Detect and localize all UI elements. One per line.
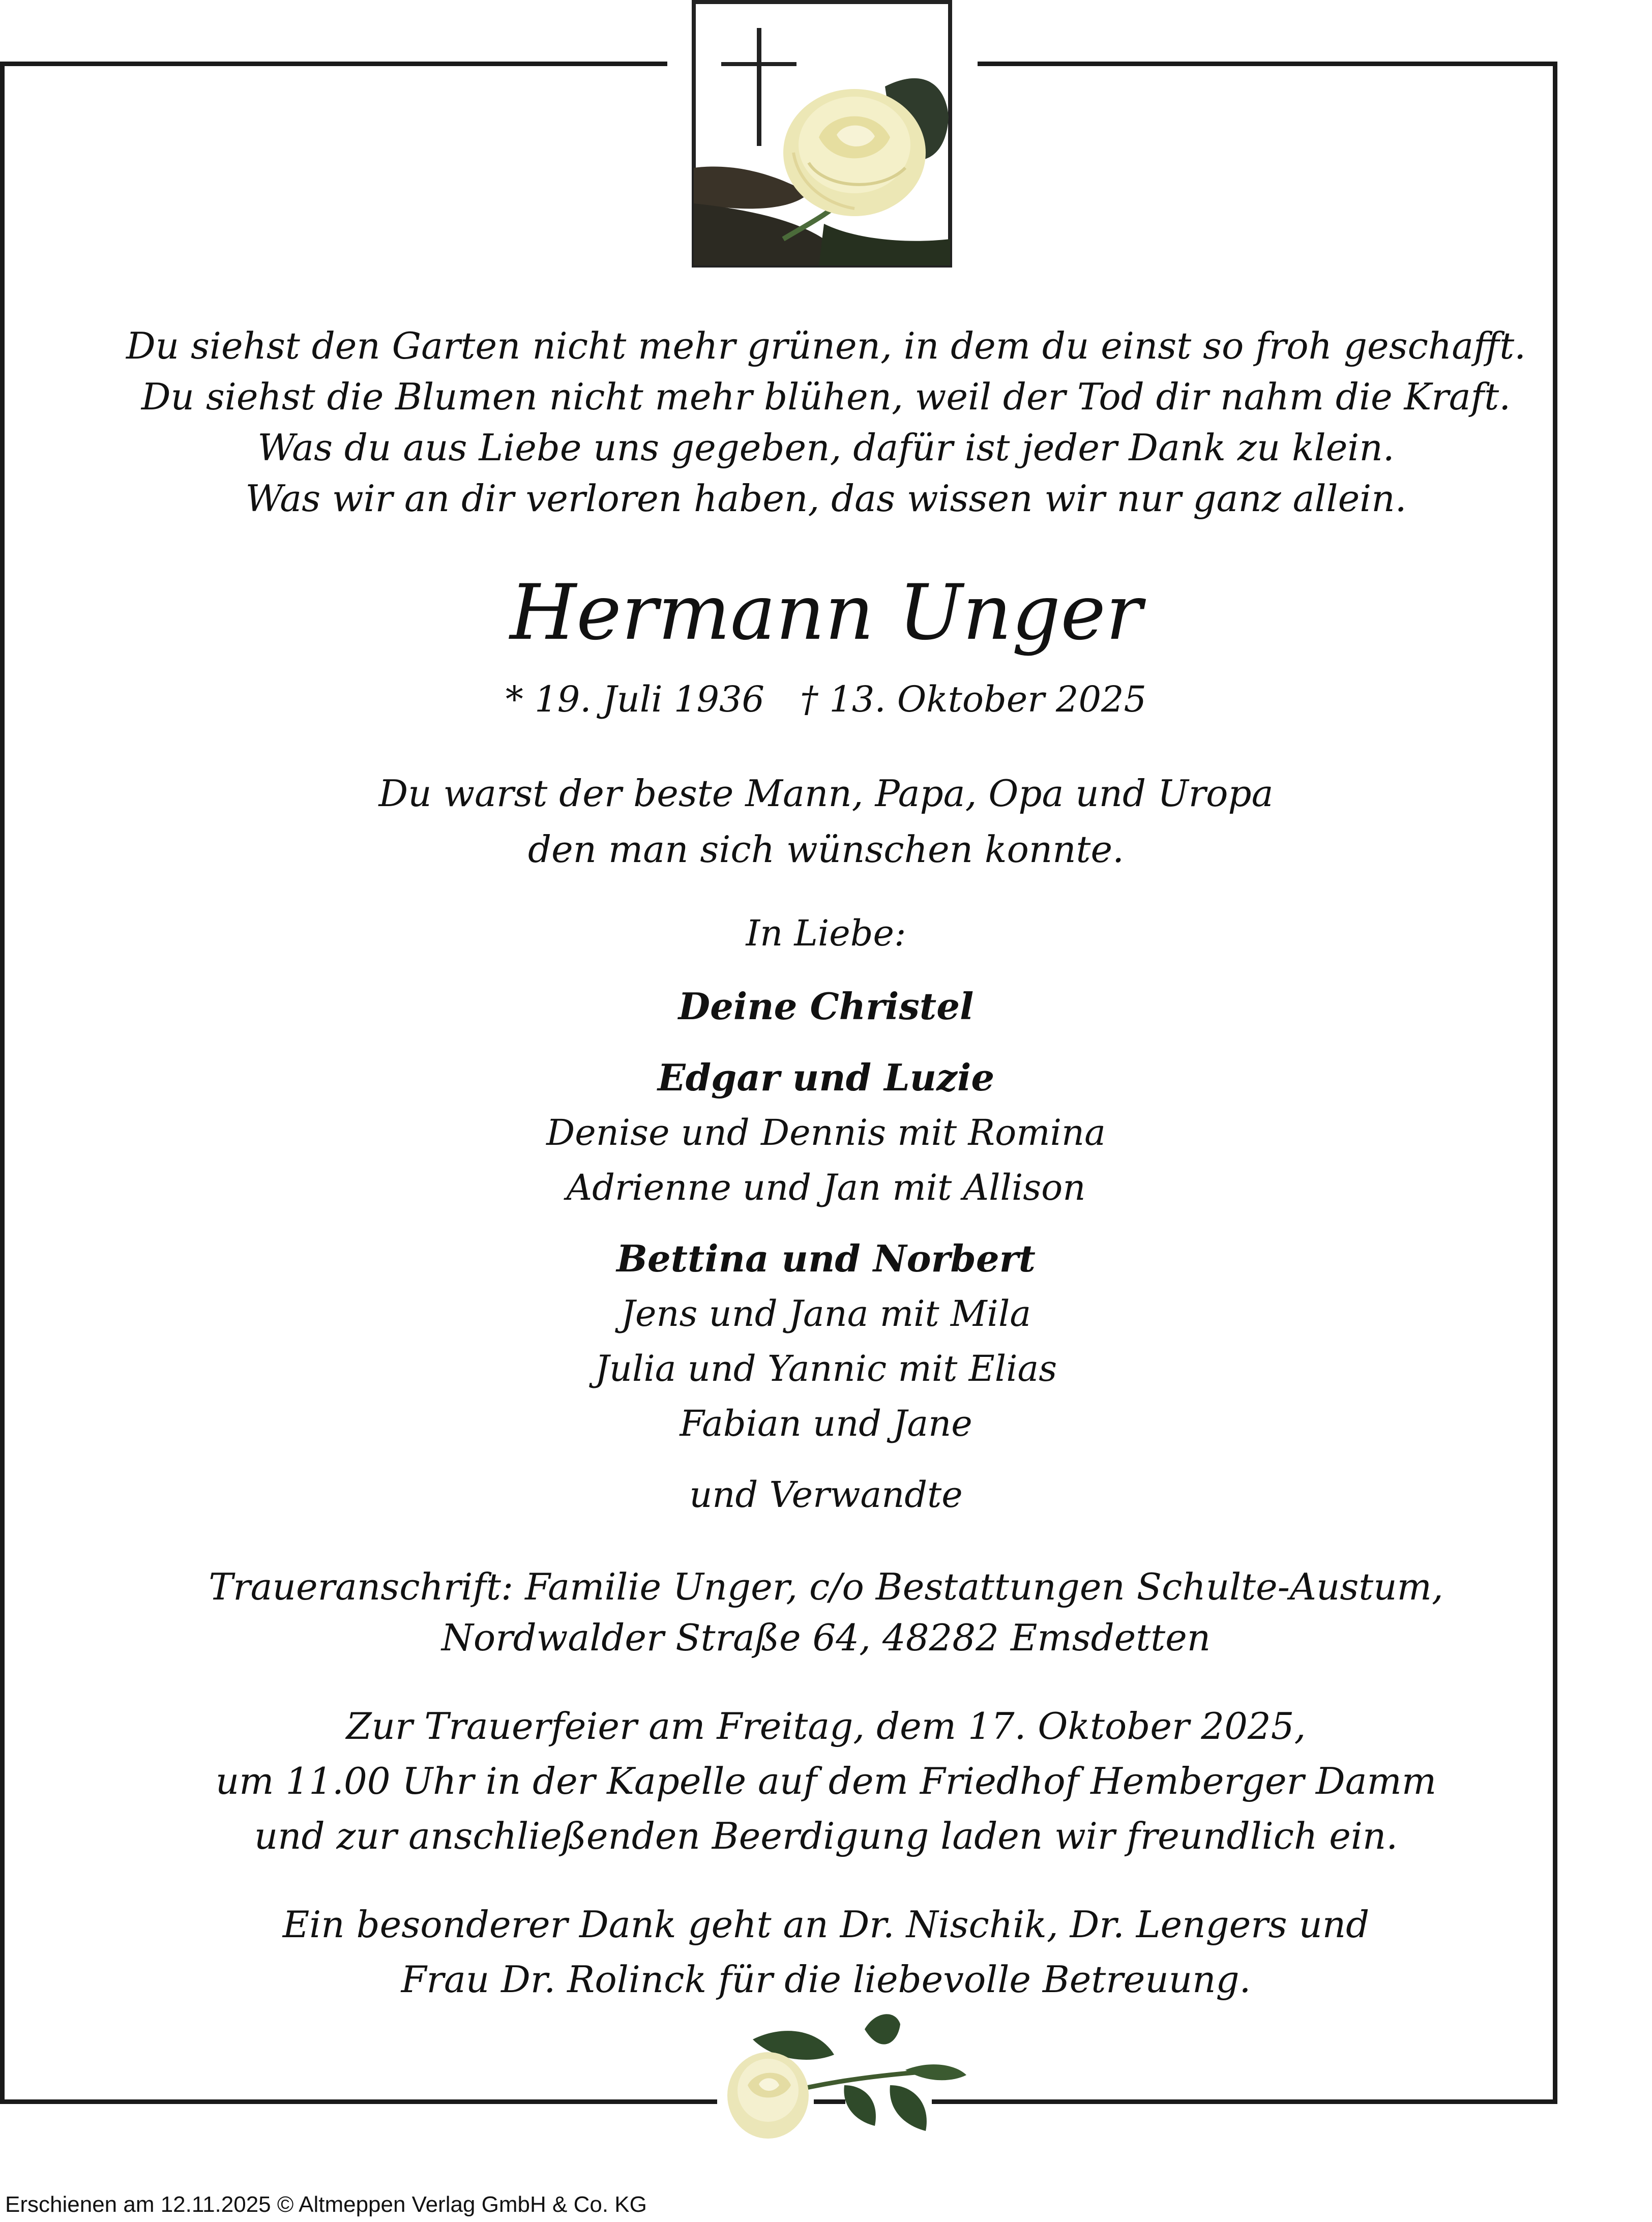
family-member: Jens und Jana mit Mila xyxy=(621,1293,1031,1335)
funeral-service xyxy=(0,1699,1652,1863)
frame-bottom-left-line xyxy=(0,2099,717,2104)
poem-line: Was du aus Liebe uns gegeben, dafür ist jeder Dank zu klein. xyxy=(257,426,1395,469)
poem-line: Du siehst die Blumen nicht mehr blühen, weil der Tod dir nahm die Kraft. xyxy=(141,375,1511,418)
poem xyxy=(0,320,1652,524)
poem-line: Du siehst den Garten nicht mehr grünen, in dem du einst so froh geschafft. xyxy=(126,324,1526,367)
poem-line: Was wir an dir verloren haben, das wissen wir nur ganz allein. xyxy=(245,477,1407,520)
tribute-line: den man sich wünschen konnte. xyxy=(527,828,1124,871)
death-date: † 13. Oktober 2025 xyxy=(800,678,1147,720)
thanks-note xyxy=(0,1897,1652,2007)
service-line: und zur anschließenden Beerdigung laden wir freundlich ein. xyxy=(254,1815,1398,1857)
service-line: um 11.00 Uhr in der Kapelle auf dem Friedhof Hemberger Damm xyxy=(215,1760,1437,1802)
mourners-list xyxy=(0,979,1652,1538)
tribute xyxy=(0,765,1652,877)
rose-icon xyxy=(712,2009,977,2151)
frame-bottom-right-line xyxy=(932,2099,1557,2104)
family-member: Denise und Dennis mit Romina xyxy=(546,1112,1106,1153)
deceased-name: Hermann Unger xyxy=(510,569,1142,657)
publication-footer: Erschienen am 12.11.2025 © Altmeppen Verlag GmbH & Co. KG xyxy=(5,2192,647,2217)
birth-date: * 19. Juli 1936 xyxy=(505,678,765,720)
address-line: Traueranschrift: Familie Unger, c/o Bestattungen Schulte-Austum, xyxy=(209,1565,1443,1608)
relatives: und Verwandte xyxy=(689,1474,963,1516)
family-head: Edgar und Luzie xyxy=(657,1056,995,1099)
family-member: Julia und Yannic mit Elias xyxy=(595,1348,1057,1389)
in-love-heading: In Liebe: xyxy=(746,912,906,954)
address-line: Nordwalder Straße 64, 48282 Emsdetten xyxy=(441,1616,1211,1659)
frame-top-right-line xyxy=(978,62,1557,66)
family-head: Bettina und Norbert xyxy=(616,1237,1036,1280)
spouse-name: Deine Christel xyxy=(678,985,974,1028)
tribute-line: Du warst der beste Mann, Papa, Opa und Uropa xyxy=(378,772,1274,815)
life-dates xyxy=(0,676,1652,722)
mourning-address xyxy=(0,1561,1652,1663)
thanks-line: Frau Dr. Rolinck für die liebevolle Betreuung. xyxy=(401,1958,1251,2001)
service-line: Zur Trauerfeier am Freitag, dem 17. Oktober 2025, xyxy=(346,1705,1306,1747)
family-member: Adrienne und Jan mit Allison xyxy=(566,1167,1086,1208)
family-member: Fabian und Jane xyxy=(680,1403,972,1444)
thanks-line: Ein besonderer Dank geht an Dr. Nischik, Dr. Lengers und xyxy=(282,1903,1370,1946)
frame-top-left-line xyxy=(0,62,667,66)
cross-rose-icon xyxy=(692,0,952,268)
